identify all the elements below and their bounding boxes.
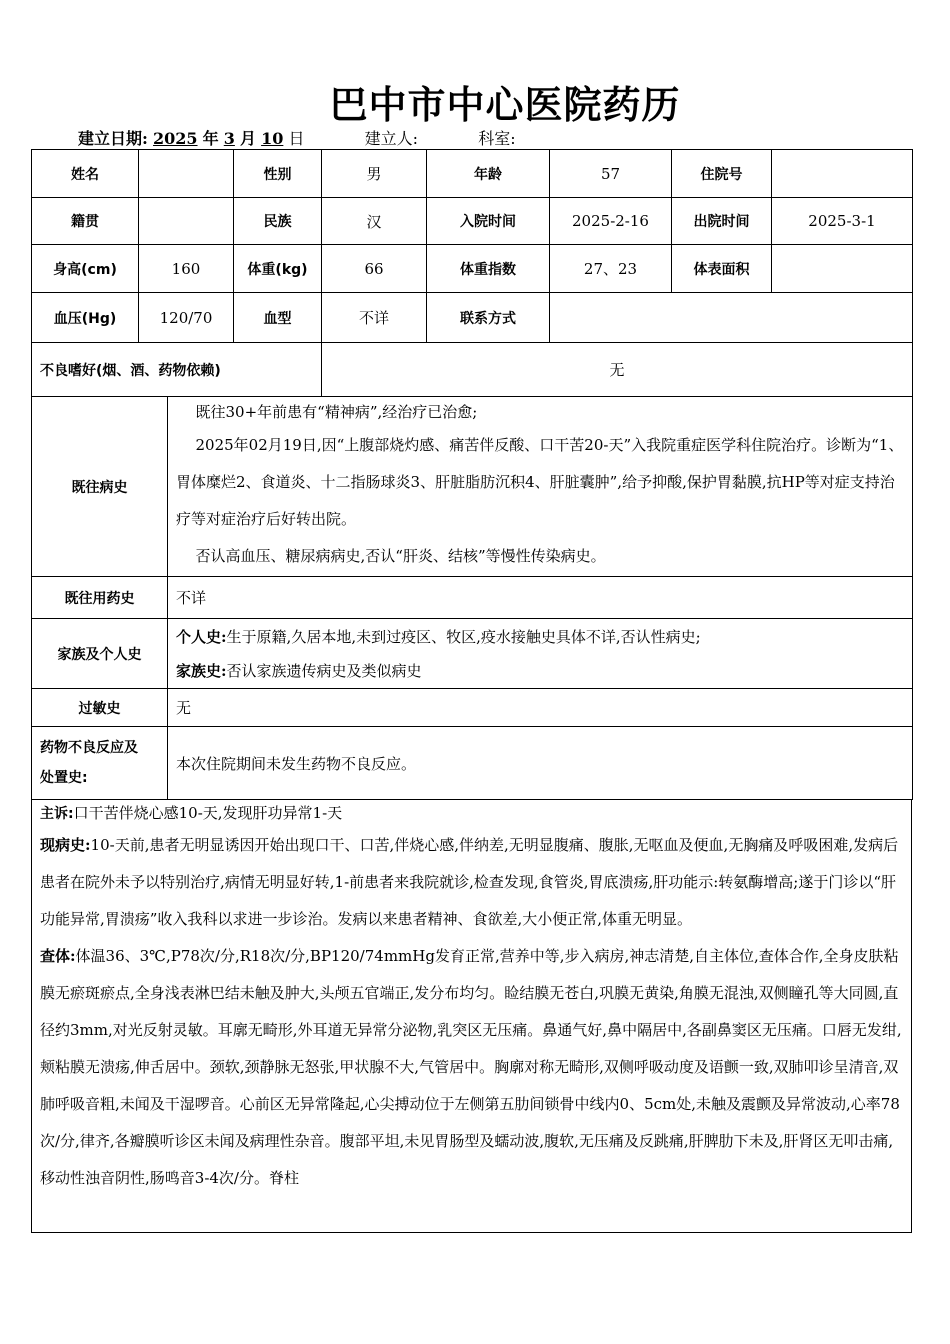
past-illness-cell: [168, 397, 913, 577]
contact-value: [550, 293, 913, 343]
year-unit: 年: [202, 129, 219, 148]
present-illness: [40, 827, 903, 938]
record-sheet: [31, 149, 912, 1233]
physical-exam-text: 体温36、3℃,P78次/分,R18次/分,BP120/74mmHg发育正常,营养中等,步入病房,神志清楚,自主体位,查体合作,全身皮肤粘膜无瘀斑瘀点,全身浅表淋巴结未触及肿大,头颅五官端正,发分布均匀。睑结膜无苍白,巩膜无黄染,角膜无混浊,双侧瞳孔等大同圆,直径约3mm,对光反射灵敏。耳廓无畸形,外耳道无异常分泌物,乳突区无压痛。鼻通气好,鼻中隔居中,各副鼻窦区无压痛。口唇无发绀,颊粘膜无溃疡,伸舌居中。颈软,颈静脉无怒张,甲状腺不大,气管居中。胸廓对称无畸形,双侧呼吸动度及语颤一致,双肺叩诊呈清音,双肺呼吸音粗,未闻及干湿啰音。心前区无异常隆起,心尖搏动位于左侧第五肋间锁骨中线内0、5cm处,未触及震颤及异常波动,心率78次/分,律齐,各瓣膜听诊区未闻及病理性杂音。腹部平坦,未见胃肠型及蠕动波,腹软,无压痛及反跳痛,肝脾肋下未及,肝肾区无叩击痛,移动性浊音阴性,肠鸣音3-4次/分。脊柱: [40, 947, 902, 1187]
date-label: 建立日期:: [78, 129, 148, 148]
bmi-value: 27、23: [550, 245, 672, 293]
present-illness-text: 10-天前,患者无明显诱因开始出现口干、口苦,伴烧心感,伴纳差,无明显腹痛、腹胀,无呕血及便血,无胸痛及呼吸困难,发病后患者在院外未予以特别治疗,病情无明显好转,1-前患者来我院就诊,检查发现,食管炎,胃底溃疡,肝功能示:转氨酶增高;遂于门诊以“肝功能异常,胃溃疡”收入我科以求进一步诊治。发病以来患者精神、食欲差,大小便正常,体重无明显。: [40, 836, 899, 928]
date-year: 2025: [153, 129, 198, 148]
past-illness-line: 2025年02月19日,因“上腹部烧灼感、痛苦伴反酸、口干苦20-天”入我院重症医学科住院治疗。诊断为“1、胃体糜烂2、食道炎、十二指肠球炎3、肝脏脂肪沉积4、肝脏囊肿”,给予抑酸,保护胃黏膜,抗HP等对症支持治疗等对症治疗后好转出院。: [176, 436, 904, 528]
discharge-label: 出院时间: [672, 198, 772, 245]
day-unit: 日: [288, 129, 305, 148]
age-value: 57: [550, 150, 672, 198]
inpatient-no-value: [772, 150, 913, 198]
date-month: 3: [223, 129, 235, 148]
creator-label: 建立人:: [364, 129, 419, 148]
adr-label-line2: 处置史:: [40, 770, 88, 786]
blood-type-value: 不详: [322, 293, 427, 343]
family-history: [176, 654, 904, 688]
personal-history: [176, 620, 904, 654]
chief-complaint: [40, 800, 903, 827]
weight-value: 66: [322, 245, 427, 293]
name-value: [139, 150, 234, 198]
adr-label-line1: 药物不良反应及: [40, 740, 138, 756]
past-meds-label: 既往用药史: [32, 577, 168, 619]
allergy-value: 无: [168, 689, 913, 727]
ethnicity-value: 汉: [322, 198, 427, 245]
native-label: 籍贯: [32, 198, 139, 245]
personal-history-text: 生于原籍,久居本地,未到过疫区、牧区,疫水接触史具体不详,否认性病史;: [226, 627, 701, 646]
habits-value: 无: [322, 343, 913, 397]
discharge-value: 2025-3-1: [772, 198, 913, 245]
bmi-label: 体重指数: [427, 245, 550, 293]
ethnicity-label: 民族: [234, 198, 322, 245]
weight-label: 体重(kg): [234, 245, 322, 293]
height-value: 160: [139, 245, 234, 293]
history-table: [31, 397, 913, 800]
past-illness-line: 否认高血压、糖尿病病史,否认“肝炎、结核”等慢性传染病史。: [195, 547, 606, 565]
family-history-cell: [168, 619, 913, 689]
present-illness-key: 现病史:: [40, 836, 91, 854]
clinical-cell: [32, 800, 912, 1232]
past-illness-line: 既往30+年前患有“精神病”,经治疗已治愈;: [195, 403, 478, 421]
bp-label: 血压(Hg): [32, 293, 139, 343]
date-day: 10: [261, 129, 284, 148]
age-label: 年龄: [427, 150, 550, 198]
adr-value: 本次住院期间未发生药物不良反应。: [168, 727, 913, 800]
family-history-text: 否认家族遗传病史及类似病史: [226, 661, 422, 680]
bsa-value: [772, 245, 913, 293]
personal-history-key: 个人史:: [176, 627, 227, 646]
family-history-label: 家族及个人史: [32, 619, 168, 689]
physical-exam-key: 查体:: [40, 947, 76, 965]
clinical-table: [31, 800, 912, 1233]
past-illness-label: 既往病史: [32, 397, 168, 577]
dept-label: 科室:: [478, 129, 516, 148]
page-title: 巴中市中心医院药历: [329, 83, 681, 127]
family-history-key: 家族史:: [176, 661, 227, 680]
month-unit: 月: [239, 129, 256, 148]
physical-exam: [40, 938, 903, 1197]
chief-complaint-text: 口干苦伴烧心感10-天,发现肝功异常1-天: [73, 804, 343, 822]
contact-label: 联系方式: [427, 293, 550, 343]
inpatient-no-label: 住院号: [672, 150, 772, 198]
blood-type-label: 血型: [234, 293, 322, 343]
adr-label: [32, 727, 168, 800]
chief-complaint-key: 主诉:: [40, 806, 74, 822]
past-meds-value: 不详: [168, 577, 913, 619]
native-value: [139, 198, 234, 245]
admit-label: 入院时间: [427, 198, 550, 245]
bp-value: 120/70: [139, 293, 234, 343]
gender-label: 性别: [234, 150, 322, 198]
admit-value: 2025-2-16: [550, 198, 672, 245]
bsa-label: 体表面积: [672, 245, 772, 293]
height-label: 身高(cm): [32, 245, 139, 293]
name-label: 姓名: [32, 150, 139, 198]
habits-label: 不良嗜好(烟、酒、药物依赖): [32, 343, 322, 397]
record-meta: [78, 126, 516, 149]
basic-info-table: [31, 149, 913, 397]
gender-value: 男: [322, 150, 427, 198]
allergy-label: 过敏史: [32, 689, 168, 727]
